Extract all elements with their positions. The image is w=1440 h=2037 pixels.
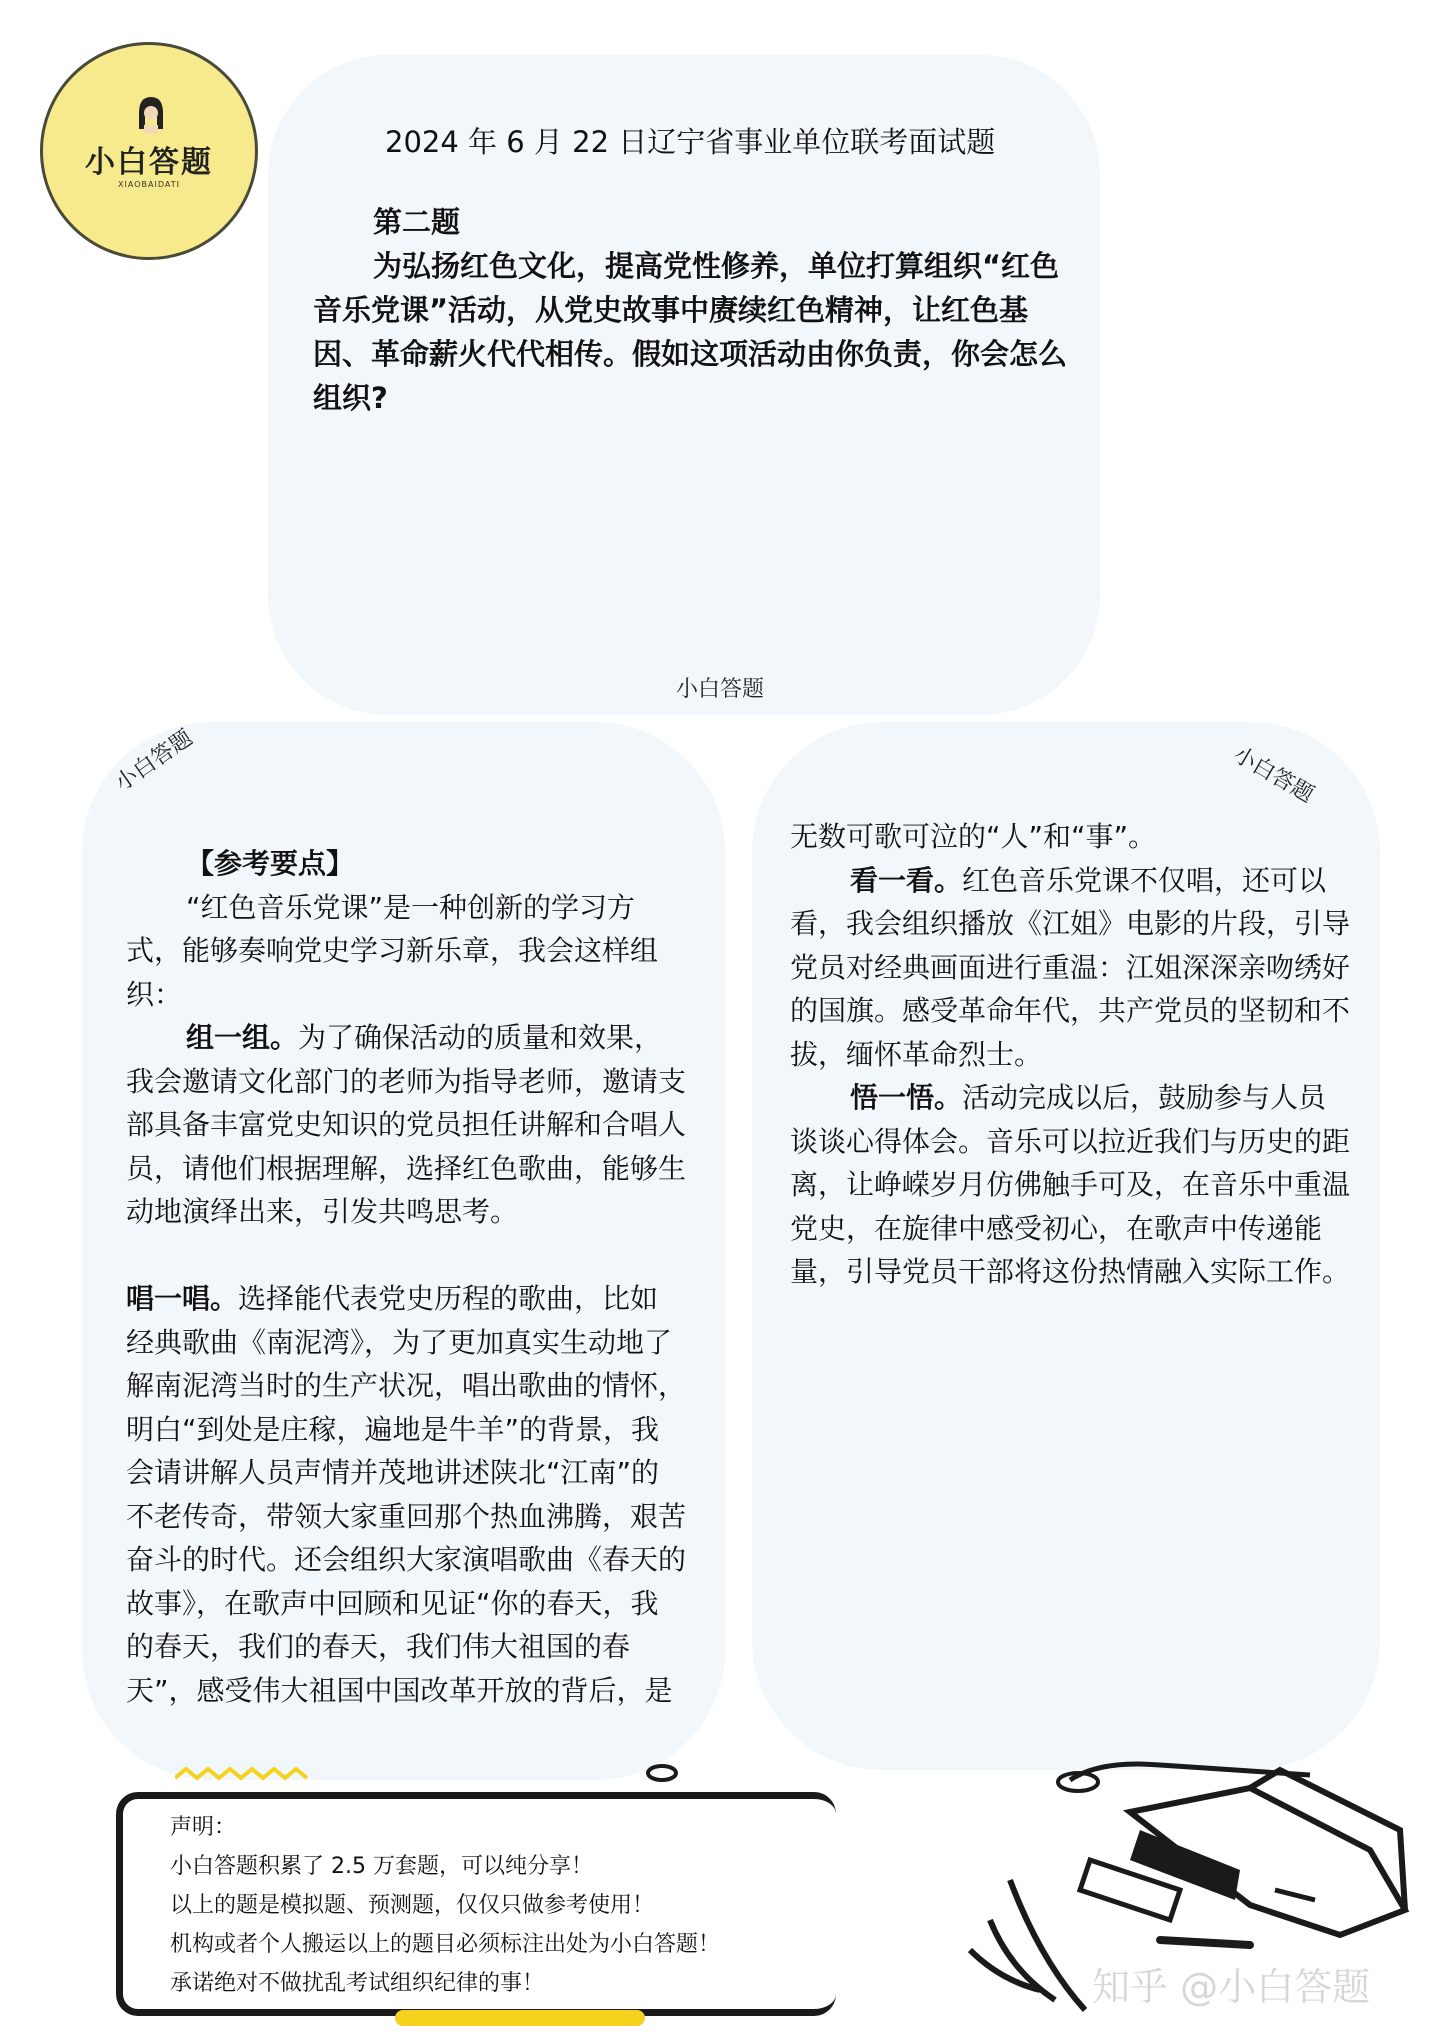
declaration-title: 声明： [170, 1815, 237, 1840]
answer-intro: “红色音乐党课”是一种创新的学习方式，能够奏响党史学习新乐章，我会这样组织： [126, 890, 659, 1011]
logo-name: 小白答题 [85, 145, 213, 180]
page-title: 2024 年 6 月 22 日辽宁省事业单位联考面试题 [385, 125, 996, 159]
answer-point-2 [126, 1277, 686, 1712]
answer-right-column [790, 815, 1350, 1294]
point-3-label: 看一看。 [850, 863, 963, 897]
point-4-label: 悟一悟。 [850, 1081, 963, 1114]
point-3-text: 红色音乐党课不仅唱，还可以看，我会组织播放《江姐》电影的片段，引导党员对经典画面进行重温：江姐深深亲吻绣好的国旗。感受革命年代，共产党员的坚韧和不拔，缅怀革命烈士。 [790, 863, 1351, 1071]
answer-heading: 【参考要点】 [186, 847, 355, 880]
girl-avatar-icon [136, 95, 166, 135]
declaration-line-3: 机构或者个人搬运以上的题目必须标注出处为小白答题！ [170, 1932, 721, 1957]
watermark-top: 小白答题 [676, 677, 765, 702]
zhihu-watermark: 知乎 @小白答题 [1092, 1965, 1371, 2009]
answer-point-3 [790, 859, 1350, 1077]
logo-pinyin: XIAOBAIDATI [118, 180, 180, 189]
question-text: 为弘扬红色文化，提高党性修养，单位打算组织“红色音乐党课”活动，从党史故事中赓续红色精神，让红色基因、革命薪火代代相传。假如这项活动由你负责，你会怎么组织? [313, 249, 1068, 415]
declaration-line-1: 小白答题积累了 2.5 万套题，可以纯分享！ [170, 1854, 593, 1879]
question-label: 第二题 [373, 205, 461, 239]
answer-point-1 [126, 1016, 686, 1234]
declaration-line-2: 以上的题是模拟题、预测题，仅仅只做参考使用！ [170, 1893, 655, 1918]
answer-left-column [126, 842, 686, 1712]
point-4-text: 活动完成以后，鼓励参与人员谈谈心得体会。音乐可以拉近我们与历史的距离，让峥嵘岁月仿佛触手可及，在音乐中重温党史，在旋律中感受初心，在歌声中传递能量，引导党员干部将这份热情融入实际工作。 [790, 1081, 1351, 1288]
answer-point-4 [790, 1076, 1350, 1294]
point-1-text: 为了确保活动的质量和效果，我会邀请文化部门的老师为指导老师，邀请支部具备丰富党史知识的党员担任讲解和合唱人员，请他们根据理解，选择红色歌曲，能够生动地演绎出来，引发共鸣思考。 [126, 1021, 687, 1228]
watermark-right: 小白答题 [1229, 742, 1318, 808]
point-2-text: 选择能代表党史历程的歌曲，比如经典歌曲《南泥湾》，为了更加真实生动地了解南泥湾当时的生产状况，唱出歌曲的情怀，明白“到处是庄稼，遍地是牛羊”的背景，我会请讲解人员声情并茂地讲述陕北“江南”的不老传奇，带领大家重回那个热血沸腾，艰苦奋斗的时代。还会组织大家演唱歌曲《春天的故事》，在歌声中回顾和见证“你的春天，我的春天，我们的春天，我们伟大祖国的春天”，感受伟大祖国中国改革开放的背后，是 [126, 1282, 687, 1707]
yellow-bar-decoration-icon [395, 2006, 650, 2030]
zigzag-decoration-icon [175, 1766, 310, 1782]
point-1-label: 组一组。 [186, 1021, 299, 1054]
logo [40, 42, 258, 260]
point-2-continued: 无数可歌可泣的“人”和“事”。 [790, 820, 1157, 853]
declaration-line-4: 承诺绝对不做扰乱考试组织纪律的事！ [170, 1971, 545, 1996]
question-block [313, 200, 1073, 420]
point-2-label: 唱一唱。 [126, 1282, 239, 1315]
ring-decoration-icon [645, 1762, 679, 1784]
watermark-left: 小白答题 [110, 725, 198, 797]
declaration-text [170, 1808, 720, 2003]
